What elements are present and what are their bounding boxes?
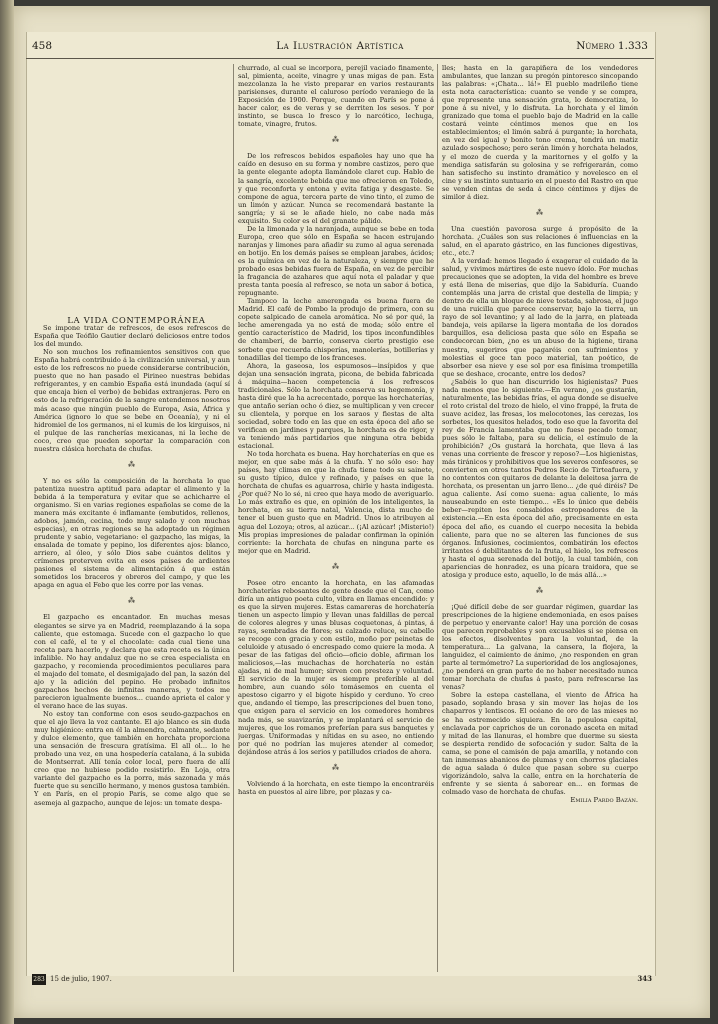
paragraph: Posee otro encanto la horchata, en las afamadas horchaterías rebosantes de gente desde que el Can, como diría un antiguo poeta culto, vibra en llamas encendido: y es que la sirven mujeres. Estas camareras de horchatería tienen un aspecto limpio y llevan unas faldillas de percal de colores alegres y unas blusas coquetonas, á pintas, á rayas, sembradas de flores; su calzado reluce, su cabello se recoge con gracia y con estilo, moño por peinetas de celuloide y atusado ó encrespado como quiere la moda. A pesar de las fatigas del oficio—oficio doble, afirman los maliciosos,—las muchachas de horchatería no están ajadas, ni de mal humor; sirven con presteza y voluntad. El servicio de la mujer es siempre preferible al del hombre, aun cuando sólo tomásemos en cuenta el apestoso cigarro y el bigote híspido y cerduno. Yo creo que, andando el tiempo, las prescripciones del buen tono, que exigen para el servicio en los comedores hombres nada más, se suavizarán, y se implantará el servicio de mujeres, que los romanos preferían para sus banquetes y juergas. Uniformadas y nítidas en su aseo, no entiendo por qué no podrían las mujeres atender al comedor, dejándose atrás á los serios y patilludos criados de ahora.: [238, 578, 434, 756]
column-2: [238, 64, 434, 972]
paragraph: No son muchos los refinamientos sensitivos con que España habrá contribuido á la civilización universal, y aun esto de los refrescos no puede considerarse contribución, puesto que no han pasado el Pirineo nuestras bebidas refrigerantes, y en cambio España está inundada (aquí sí que encaja bien el verbo) de bebidas extranjeras. Pero en esto de la refrigeración de la sangre entendemos nosotros más acaso que ningún pueblo de Europa, Asia, África y América (ignoro lo que se bebe en Oceanía), y ni el hidromiel de los germanos, ni el kumis de los kirguisos, ni el pulque de las rancherías mexicanas, ni la leche de coco, creo que pueden soportar la comparación con nuestra clásica horchata de chufas.: [34, 348, 230, 453]
ornament: ⁂: [332, 562, 340, 571]
paragraph: De la limonada y la naranjada, aunque se bebe en toda Europa, creo que sólo en España se hacen estrujando naranjas y limones para añadir su zumo al agua serenada en botijo. En los demás países se emplean jarabes, ácidos; es la química en vez de la naturaleza, y siempre que he probado esas bebidas fuera de España, en vez de percibir la fragancia de azahares que aquí nota el paladar y que presta tanta poesía al refresco, se nota un sabor á botica, repugnante.: [238, 224, 434, 298]
paragraph: lles; hasta en la garapiñera de los vendedores ambulantes, que lanzan su pregón pintoresco sincopando las palabras: «¡Chata... lá!» El pueblo madrileño tiene esta nota característica: cuanto se vende y se compra, que represente una sensación grata, lo democratiza, lo pone á su nivel, y lo disfruta. La horchata y el limón granizado que toma el pueblo bajo de Madrid en la calle costará veinte céntimos menos que en los establecimientos; el limón sabrá á purgante; la horchata, en vez del igual y bonito tono crema, tendrá un matiz azulado sospechoso; pero serán limón y horchata helados, y el mozo de cuerda y la maritornes y el golfo y la mendiga satisfarán su golosina y se refrigerarán, como han satisfecho su instinto dramático y novelesco en el cine y su instinto suntuario en el puesto del Rastro en que se venden cintas de seda á cinco céntimos y dijes de similor á diez.: [442, 64, 638, 201]
book-binding: [0, 0, 14, 1024]
paragraph: Ahora, la gaseosa, los espumosos—insípidos y que dejan una sensación ingrata, picona, de bebida fabricada á máquina—hacen competencia á los refrescos tradicionales. Sólo la horchata conserva su hegemonía, y hasta diré que la ha acrecentado, porque las horchaterías, que antaño serían ocho ó diez, se multiplican y ven crecer su clientela, y porque en los saraos y fiestas de alta sociedad, sobre todo en las que en esta época del año se verifican en jardines y parques, la horchata es de rigor, y va teniendo más partidarios que ninguna otra bebida estacional.: [238, 361, 434, 451]
ornament: ⁂: [128, 597, 136, 606]
ornament: ⁂: [128, 460, 136, 469]
page-header: [32, 38, 648, 56]
header-rule: [26, 58, 654, 59]
ornament: ⁂: [536, 586, 544, 595]
paragraph: ¿Sabéis lo que han discurrido los higienistas? Pues nada menos que lo siguiente.—En verano, ¿os gustarán, naturalmente, las bebidas frías, el agua donde se disuelve el roto cristal del trozo de hielo, el vino frappé, la fruta de suave acidez, las fresas, los melocotones, las cerezas, los sorbetes, los quesitos helados, todo eso que la favorita del rey de Francia lamentaba que no fuese pecado tomar, pues sólo le faltaba, para su delicia, el estímulo de la prohibición? ¿Os gustará la horchata, que lleva á las venas una corriente de frescor y reposo?—Los higienistas, más tiránicos y prohibitivos que los severos confesores, se convierten en otros tantos Pedros Recio de Tirteafuera, y no contentos con quitaros de delante la deleitosa jarra de horchata, os presentan un jarro lleno... ¿de qué diréis? De agua caliente. Así como suena: agua caliente, lo más nauseabundo en este tiempo... «Es lo único que debéis beber—repiten los consabidos estropeadores de la existencia.—En esta época del año, precisamente en esta época del año, es cuando el cuerpo necesita la bebida caliente, para que no se alteren las funciones de sus órganos. Infusiones, cocimientos, combatirán los efectos irritantes ó debilitantes de la fruta, el hielo, los refrescos y hasta el agua serenada del botijo, la cual también, con apariencias de honradez, es una pícara traidora, que se atosiga y produce esto, aquello, lo de más allá...»: [442, 377, 638, 579]
page-number: 458: [32, 40, 53, 52]
paragraph: No estoy tan conforme con esos seudo-gazpachos en que el ajo lleva la voz cantante. El ajo blanco es sin duda muy higiénico: entra en él la almendra, calmante, sedante y dulce elemento, que también en horchata proporciona una sensación de frescura gratísima. El all ol... lo he probado una vez, en una hospedería catalana, á la subida de Montserrat. Allí tenía color local, pero fuera de allí creo que no hubiese podido resistirlo. En Loja, otra variante del gazpacho es la porra, más sazonada y más fuerte que su sencillo hermano, y menos gustosa también. Y en París, en el propio París, se come algo que se asemeja al gazpacho, aunque de lejos: un tomate despa-: [34, 710, 230, 807]
issue-number: Número 1.333: [576, 40, 648, 52]
paragraph: Una cuestión pavorosa surge á propósito de la horchata. ¿Cuáles son sus relaciones é influencias en la salud, en el aparato gástrico, en las funciones digestivas, etc., etc.?: [442, 224, 638, 257]
column-rule: [233, 64, 234, 972]
issue-date: 15 de julio, 1907.: [50, 975, 112, 983]
paragraph: Sobre la estepa castellana, el viento de África ha pasado, soplando brasa y sin mover las hojas de los chaparros y lentiscos. El océano de oro de las mieses no se ha estremecido siquiera. En la populosa capital, enclavada por caprichos de un coronado asceta en mitad y mitad de las llanuras, el hombre que duerme su siesta se despierta rendido de sofocación y sudor. Salta de la cama, se pone el camisón de paja amarilla, y notando con tan inmensas abanicos de plumas y con chorros glaciales de agua salada ó dulce que pasan sobre su cuerpo vigorizándolo, salva la calle, entra en la horchatería de enfrente y se sienta á saborear en... en formas de colmado vaso de horchata de chufas.: [442, 691, 638, 796]
author-signature: Emilia Pardo Bazán.: [570, 795, 638, 804]
paragraph: El gazpacho es encantador. En muchas mesas elegantes se sirve ya en Madrid, reemplazando á la sopa caliente, que estomaga. Sucede con el gazpacho lo que con el café, el te y el chocolate: cada cual tiene una receta para hacerlo, y declara que esta receta es la única infalible. No hay andaluz que no se crea especialista en gazpacho, y recomienda procedimientos peculiares para el majado del tomate, el desmigajado del pan, la sazón del ajo y la adición del pepino. He probado infinitos gazpachos hechos de infinitas maneras, y todos me parecieron igualmente buenos... cuando aprieta el calor y el verano hace de las suyas.: [34, 613, 230, 710]
paragraph: No toda horchata es buena. Hay horchaterías en que es mejor, en que sabe más á la chufa. Y no sólo eso: hay países, hay climas en que la chufa tiene todo su sainete, su gusto típico, dulce y refinado, y países en que la horchata de chufas es aguarrosa, chirle y hasta indigesta. ¿Por qué? No lo sé, ni creo que haya modo de averiguarlo. Lo más extraño es que, en opinión de los inteligentes, la horchata, en su tierra natal, Valencia, dista mucho de tener el buen gusto que en Madrid. Unos lo atribuyen al agua del Lozoya; otros, al azúcar... (¡Al azúcar! ¡Misterio!) Mis propias impresiones de paladar confirman la opinión corriente: la horchata de chufas en ninguna parte es mejor que en Madrid.: [238, 450, 434, 555]
column-rule: [437, 64, 438, 972]
ornament: ⁂: [332, 136, 340, 145]
paragraph: ¡Qué difícil debe de ser guardar régimen, guardar las prescripciones de la higiene endemoniada, en esos países de perpetuo y enervante calor! Hay una porción de cosas que parecen reprobables y son excusables si se piensa en los efectos, disolventes para la voluntad, de la temperatura... La galvana, la cansera, la flojera, la languidez, el caimiento de ánimo, ¿no responden en gran parte al termómetro? La superioridad de los anglosajones, ¿no penderá en gran parte de no haber necesitado nunca tomar horchata de chufas á pasto, para refrescarse las venas?: [442, 602, 638, 692]
library-stamp: 283: [33, 976, 45, 983]
column-1: [34, 64, 230, 972]
section-title: LA VIDA CONTEMPORÁNEA: [67, 315, 206, 325]
page-footer: [32, 974, 652, 988]
paragraph: Se impone tratar de refrescos, de esos refrescos de España que Teófilo Gautier declaró deliciosos entre todos los del mundo.: [34, 324, 230, 349]
ornament: ⁂: [332, 763, 340, 772]
paragraph: A la verdad: hemos llegado á exagerar el cuidado de la salud, y vivimos mártires de este nuevo ídolo. For muchas precauciones que se adopten, la vida del hombre es breve y está llena de miserias, que dijo la Sabiduría. Cuando contemplás una jarra de cristal que destella de limpia; y dentro de ella un bloque de nieve tostada, sabrosa, el jugo de una ruicilla que parece conservar, bajo la tierra, un rayo de sol levantino; y al lado de la jarra, en plateada bandeja, veis apilarse la ligera montaña de los dorados barquillos, esa deliciosa pasta que sólo en España se condecorcan bien, ¿no es un abuso de la higiene, tirana nuestra, sugeriros que pagaréis con sufrimientos y molestias el goce tan poco material, tan poético, de absorber esa nieve y ese sol por esa finísima trompetilla que se deshace, crocante, entre los dedos?: [442, 256, 638, 378]
paragraph: Y no es sólo la composición de la horchata lo que patentiza nuestra aptitud para adaptar el alimento y la bebida á la temperatura y evitar que se achicharre el organismo. Si en varias regiones españolas se come de la manera más excitante é inflamante (embutidos, rellenos, adobos, jamón, cecina, todo muy salado y con muchas especias), en otras regiones se ha adoptado un régimen prudente y sabio, vegetariano: el gazpacho, las migas, la ensalada de tomate y pepino, los diferentes ajos: blanco, arriero, al óleo, y sólo Dios sabe cuántos delitos y crímenes proterven evita en esos países de ardientes pasiones el sistema de alimentación á que están sometidos los braceros y obreros del campo, y que les apaga en agua el Febo que les corre por las venas.: [34, 476, 230, 590]
publication-title: La Ilustración Artística: [276, 40, 404, 52]
paragraph: churrado, al cual se incorpora, perejil vaciado finamente, sal, pimienta, aceite, vinagre y unas migas de pan. Esta mezcolanza la he visto preparar en varios restaurants parisienses, durante el caluroso período veraniego de la Exposición de 1900. Porque, cuando en París se pone á hacer calor, es de veras y se derriten los sesos. Y por instinto, se busca lo fresco y lo narcótico, lechuga, tomate, vinagre, frutos.: [238, 64, 434, 129]
blank-space: [34, 64, 230, 316]
paragraph: Tampoco la leche amerengada es buena fuera de Madrid. El café de Pombo la produjo de primera, con su copete salpicado de canela aromática. No sé por qué, la leche amerengada ya no está de moda; sólo entre el gentío característico de Madrid, los tipos inconfundibles de chamberí, de barrio, conserva cierto prestigio ese sorbete que recuerda chisperías, manolerías, botillerías y tonadillas del tiempo de los franceses.: [238, 297, 434, 362]
ornament: ⁂: [536, 208, 544, 217]
folio-number: 343: [637, 974, 652, 983]
paragraph: De los refrescos bebidos españoles hay uno que ha caído en desuso en su forma y nombre castizos, pero que la gente elegante adopta llamándole claret cup. Hablo de la sangría, excelente bebida que me ofrecieron en Toledo, y que reconforta y entona y evita fatiga y desgaste. Se compone de agua, tercera parte de vino tinto, el zumo de un limón y azúcar. Nunca se recomendará bastante la sangría; y si se le añade hielo, no cabe nada más exquisito. Su color es el del granate pálido.: [238, 152, 434, 225]
paragraph: Volviendo á la horchata, en este tiempo la encontraréis hasta en puestos al aire libre, por plazas y ca-: [238, 779, 434, 796]
column-3: [442, 64, 638, 972]
